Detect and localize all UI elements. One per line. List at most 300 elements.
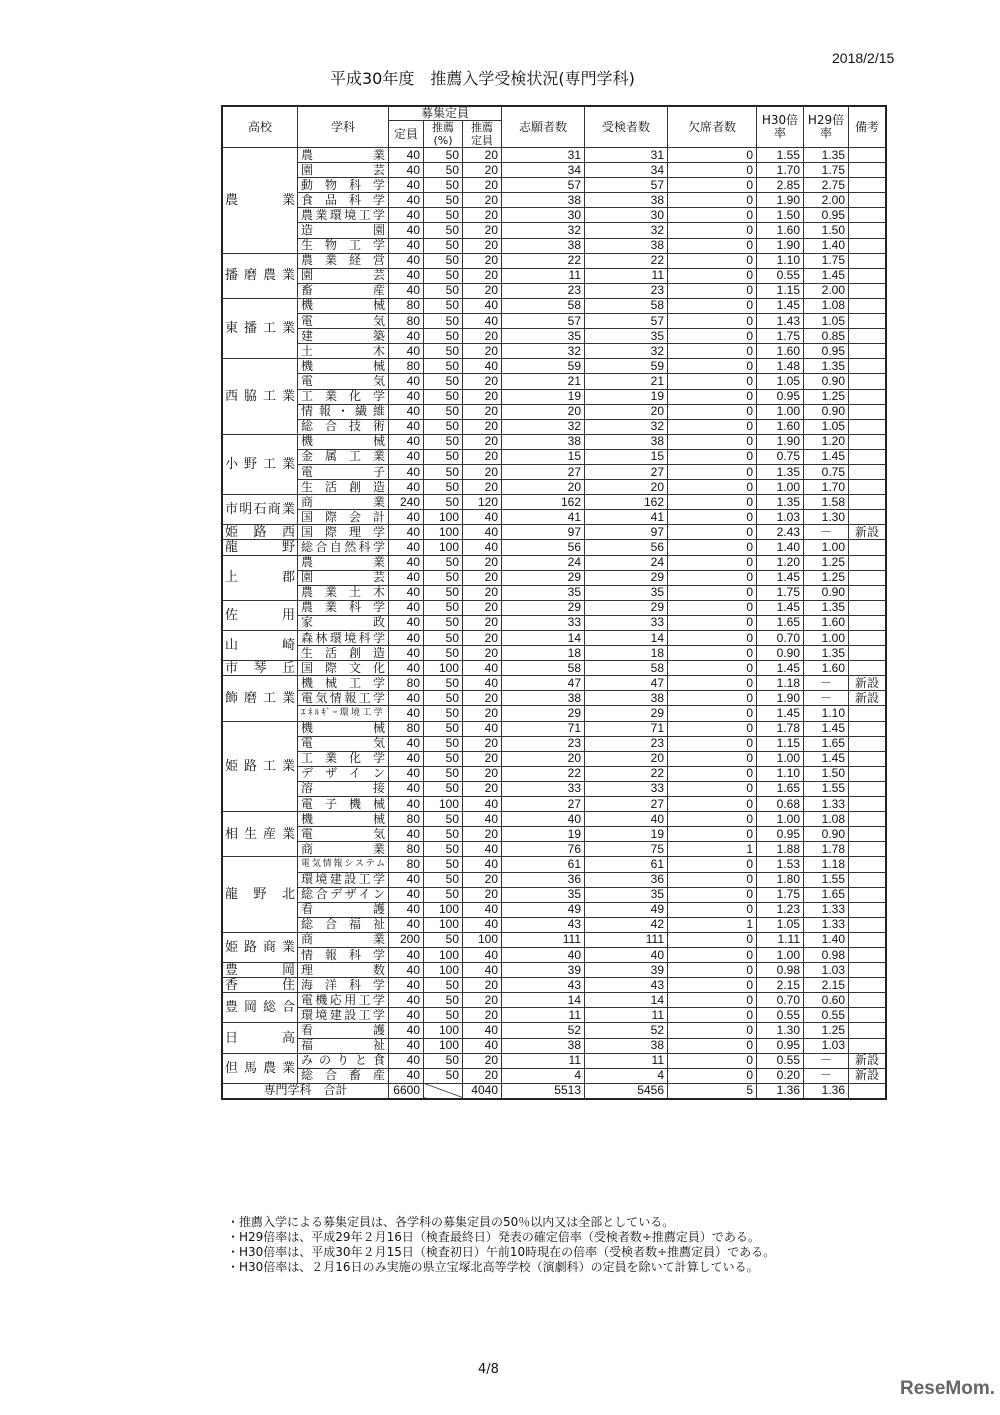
absent: 0 xyxy=(668,555,757,570)
h30-ratio: 1.45 xyxy=(757,600,804,615)
h29-ratio: 0.90 xyxy=(804,374,849,389)
h29-ratio: 1.05 xyxy=(804,419,849,434)
table-row xyxy=(222,208,886,223)
applicants: 43 xyxy=(502,917,585,932)
applicants: 59 xyxy=(502,359,585,374)
examinees: 22 xyxy=(585,766,668,781)
header-capacity: 定員 xyxy=(389,121,424,148)
rec-pct: 50 xyxy=(424,691,463,706)
h29-ratio: 1.00 xyxy=(804,631,849,646)
rec-capacity: 40 xyxy=(463,902,502,917)
capacity: 40 xyxy=(389,947,424,962)
notes: 新設 xyxy=(849,676,887,691)
applicants: 27 xyxy=(502,464,585,479)
rec-capacity: 20 xyxy=(463,781,502,796)
rec-pct: 50 xyxy=(424,766,463,781)
table-row xyxy=(222,389,886,404)
absent: 0 xyxy=(668,268,757,283)
table-row xyxy=(222,993,886,1008)
school-name: 播磨農業 xyxy=(222,253,298,298)
notes xyxy=(849,721,887,736)
examinees: 14 xyxy=(585,993,668,1008)
notes xyxy=(849,766,887,781)
total-h29: 1.36 xyxy=(804,1083,849,1099)
examinees: 11 xyxy=(585,1008,668,1023)
applicants: 29 xyxy=(502,706,585,721)
rec-capacity: 20 xyxy=(463,978,502,993)
rec-capacity: 20 xyxy=(463,600,502,615)
absent: 0 xyxy=(668,510,757,525)
header-h30: H30倍率 xyxy=(757,106,804,148)
h29-ratio: 1.18 xyxy=(804,857,849,872)
table-row xyxy=(222,736,886,751)
rec-capacity: 40 xyxy=(463,1038,502,1053)
notes xyxy=(849,917,887,932)
capacity: 80 xyxy=(389,298,424,313)
rec-pct: 50 xyxy=(424,570,463,585)
examinees: 11 xyxy=(585,268,668,283)
header-dept: 学科 xyxy=(298,106,389,148)
h30-ratio: 1.00 xyxy=(757,947,804,962)
h29-ratio: 0.60 xyxy=(804,993,849,1008)
table-row xyxy=(222,193,886,208)
capacity: 80 xyxy=(389,359,424,374)
examinees: 35 xyxy=(585,329,668,344)
dept-name: 商 業 xyxy=(298,842,389,857)
dept-name: 看 護 xyxy=(298,902,389,917)
school-name: 東播工業 xyxy=(222,298,298,358)
capacity: 80 xyxy=(389,314,424,329)
applicants: 61 xyxy=(502,857,585,872)
h29-ratio: 1.25 xyxy=(804,555,849,570)
absent: 0 xyxy=(668,736,757,751)
rec-capacity: 20 xyxy=(463,148,502,163)
notes xyxy=(849,827,887,842)
dept-name: 食品科学 xyxy=(298,193,389,208)
table-row xyxy=(222,283,886,298)
capacity: 40 xyxy=(389,751,424,766)
dept-name: 森林環境科学 xyxy=(298,631,389,646)
dept-name: 総合福祉 xyxy=(298,917,389,932)
table-row xyxy=(222,887,886,902)
h29-ratio: 1.55 xyxy=(804,872,849,887)
dept-name: 電子機械 xyxy=(298,797,389,812)
capacity: 40 xyxy=(389,646,424,661)
table-row xyxy=(222,797,886,812)
absent: 0 xyxy=(668,359,757,374)
school-name: 小野工業 xyxy=(222,434,298,494)
applicants: 14 xyxy=(502,631,585,646)
h29-ratio: 1.40 xyxy=(804,238,849,253)
applicants: 4 xyxy=(502,1068,585,1083)
dept-name: 総合技術 xyxy=(298,419,389,434)
rec-capacity: 20 xyxy=(463,238,502,253)
table-body xyxy=(222,148,886,1084)
absent: 0 xyxy=(668,374,757,389)
dept-name: 電機応用工学 xyxy=(298,993,389,1008)
dept-name: 金属工業 xyxy=(298,449,389,464)
table-row xyxy=(222,1023,886,1038)
rec-capacity: 40 xyxy=(463,857,502,872)
applicants: 34 xyxy=(502,163,585,178)
rec-pct: 50 xyxy=(424,359,463,374)
examinees: 29 xyxy=(585,600,668,615)
capacity: 240 xyxy=(389,495,424,510)
capacity: 200 xyxy=(389,932,424,947)
table-row xyxy=(222,721,886,736)
applicants: 57 xyxy=(502,178,585,193)
h30-ratio: 1.05 xyxy=(757,917,804,932)
rec-capacity: 20 xyxy=(463,646,502,661)
notes xyxy=(849,163,887,178)
capacity: 40 xyxy=(389,631,424,646)
applicants: 29 xyxy=(502,570,585,585)
dept-name: 環境建設工学 xyxy=(298,1008,389,1023)
examinees: 61 xyxy=(585,857,668,872)
notes xyxy=(849,947,887,962)
school-name: 農 業 xyxy=(222,148,298,254)
applicants: 38 xyxy=(502,691,585,706)
h29-ratio: 1.60 xyxy=(804,661,849,676)
dept-name: 農 業 xyxy=(298,555,389,570)
capacity: 40 xyxy=(389,268,424,283)
capacity: 40 xyxy=(389,615,424,630)
h30-ratio: 0.55 xyxy=(757,268,804,283)
h30-ratio: 1.60 xyxy=(757,419,804,434)
absent: 1 xyxy=(668,842,757,857)
capacity: 40 xyxy=(389,525,424,540)
h29-ratio: 1.08 xyxy=(804,812,849,827)
examinees: 27 xyxy=(585,464,668,479)
table-row xyxy=(222,631,886,646)
notes xyxy=(849,661,887,676)
examinees: 57 xyxy=(585,178,668,193)
notes xyxy=(849,495,887,510)
capacity: 40 xyxy=(389,480,424,495)
absent: 0 xyxy=(668,1068,757,1083)
dept-name: 園 芸 xyxy=(298,570,389,585)
rec-pct: 100 xyxy=(424,917,463,932)
notes xyxy=(849,842,887,857)
applicants: 71 xyxy=(502,721,585,736)
h29-ratio: 1.03 xyxy=(804,1038,849,1053)
header-rec-pct: 推薦(%) xyxy=(424,121,463,148)
examinees: 22 xyxy=(585,253,668,268)
table-row xyxy=(222,947,886,962)
h29-ratio: 2.15 xyxy=(804,978,849,993)
h30-ratio: 0.70 xyxy=(757,631,804,646)
dept-name: 情報科学 xyxy=(298,947,389,962)
applicants: 32 xyxy=(502,419,585,434)
rec-capacity: 20 xyxy=(463,555,502,570)
h29-ratio: 1.70 xyxy=(804,480,849,495)
rec-capacity: 20 xyxy=(463,872,502,887)
rec-capacity: 20 xyxy=(463,178,502,193)
capacity: 40 xyxy=(389,389,424,404)
h30-ratio: 1.45 xyxy=(757,570,804,585)
capacity: 40 xyxy=(389,329,424,344)
absent: 0 xyxy=(668,600,757,615)
rec-pct: 50 xyxy=(424,223,463,238)
h29-ratio: － xyxy=(804,525,849,540)
applicants: 24 xyxy=(502,555,585,570)
rec-capacity: 20 xyxy=(463,223,502,238)
absent: 0 xyxy=(668,781,757,796)
h30-ratio: 1.45 xyxy=(757,661,804,676)
absent: 0 xyxy=(668,314,757,329)
capacity: 80 xyxy=(389,721,424,736)
total-absent: 5 xyxy=(668,1083,757,1099)
table-row xyxy=(222,268,886,283)
header-rec-capacity: 推薦定員 xyxy=(463,121,502,148)
table-row xyxy=(222,646,886,661)
absent: 0 xyxy=(668,389,757,404)
dept-name: 国際理学 xyxy=(298,525,389,540)
rec-pct: 50 xyxy=(424,374,463,389)
absent: 0 xyxy=(668,812,757,827)
dept-name: 機械工学 xyxy=(298,676,389,691)
capacity: 40 xyxy=(389,374,424,389)
absent: 0 xyxy=(668,1008,757,1023)
table-row xyxy=(222,751,886,766)
rec-capacity: 20 xyxy=(463,268,502,283)
examinees: 97 xyxy=(585,525,668,540)
applicants: 33 xyxy=(502,781,585,796)
school-name: 香 住 xyxy=(222,978,298,993)
rec-capacity: 20 xyxy=(463,585,502,600)
examinees: 15 xyxy=(585,449,668,464)
h29-ratio: 1.45 xyxy=(804,449,849,464)
capacity: 40 xyxy=(389,917,424,932)
dept-name: 看 護 xyxy=(298,1023,389,1038)
school-name: 姫路西 xyxy=(222,525,298,540)
examinees: 21 xyxy=(585,374,668,389)
notes xyxy=(849,238,887,253)
absent: 0 xyxy=(668,751,757,766)
rec-pct: 50 xyxy=(424,283,463,298)
table-row xyxy=(222,857,886,872)
capacity: 80 xyxy=(389,812,424,827)
examinees: 19 xyxy=(585,827,668,842)
dept-name: 農業経営 xyxy=(298,253,389,268)
rec-pct: 50 xyxy=(424,555,463,570)
rec-pct: 50 xyxy=(424,208,463,223)
dept-name: 電気情報システム xyxy=(298,857,389,872)
notes xyxy=(849,540,887,555)
table-row xyxy=(222,932,886,947)
notes: 新設 xyxy=(849,525,887,540)
h29-ratio: 1.00 xyxy=(804,540,849,555)
dept-name: 生物工学 xyxy=(298,238,389,253)
dept-name: 工業化学 xyxy=(298,389,389,404)
notes xyxy=(849,374,887,389)
applicants: 52 xyxy=(502,1023,585,1038)
rec-pct: 50 xyxy=(424,887,463,902)
capacity: 40 xyxy=(389,193,424,208)
table-row xyxy=(222,314,886,329)
notes xyxy=(849,148,887,163)
applicants: 111 xyxy=(502,932,585,947)
table-row xyxy=(222,585,886,600)
examinees: 47 xyxy=(585,676,668,691)
capacity: 40 xyxy=(389,797,424,812)
h29-ratio: 1.35 xyxy=(804,646,849,661)
notes xyxy=(849,223,887,238)
examinees: 23 xyxy=(585,283,668,298)
capacity: 40 xyxy=(389,781,424,796)
rec-capacity: 20 xyxy=(463,1053,502,1068)
notes xyxy=(849,963,887,978)
h30-ratio: 0.98 xyxy=(757,963,804,978)
absent: 0 xyxy=(668,932,757,947)
table-row xyxy=(222,298,886,313)
examinees: 11 xyxy=(585,1053,668,1068)
examinees: 32 xyxy=(585,419,668,434)
examinees: 20 xyxy=(585,404,668,419)
rec-capacity: 40 xyxy=(463,540,502,555)
absent: 0 xyxy=(668,1053,757,1068)
examinees: 34 xyxy=(585,163,668,178)
examinees: 35 xyxy=(585,887,668,902)
page-number: 4/8 xyxy=(478,1362,499,1377)
total-h30: 1.36 xyxy=(757,1083,804,1099)
applicants: 38 xyxy=(502,238,585,253)
rec-pct: 50 xyxy=(424,238,463,253)
rec-pct: 50 xyxy=(424,646,463,661)
notes xyxy=(849,631,887,646)
applicants: 58 xyxy=(502,298,585,313)
examinees: 38 xyxy=(585,434,668,449)
rec-capacity: 40 xyxy=(463,676,502,691)
capacity: 80 xyxy=(389,676,424,691)
examinees: 23 xyxy=(585,736,668,751)
h29-ratio: 0.98 xyxy=(804,947,849,962)
table-row xyxy=(222,449,886,464)
h30-ratio: 1.40 xyxy=(757,540,804,555)
rec-capacity: 40 xyxy=(463,661,502,676)
notes xyxy=(849,283,887,298)
dept-name: 機 械 xyxy=(298,359,389,374)
examinees: 39 xyxy=(585,963,668,978)
school-name: 山 崎 xyxy=(222,631,298,661)
applicants: 18 xyxy=(502,646,585,661)
absent: 1 xyxy=(668,917,757,932)
rec-pct: 50 xyxy=(424,736,463,751)
h29-ratio: 1.55 xyxy=(804,781,849,796)
h29-ratio: 1.10 xyxy=(804,706,849,721)
table-row xyxy=(222,978,886,993)
applicants: 97 xyxy=(502,525,585,540)
capacity: 40 xyxy=(389,570,424,585)
absent: 0 xyxy=(668,178,757,193)
applicants: 35 xyxy=(502,329,585,344)
absent: 0 xyxy=(668,283,757,298)
examinees: 38 xyxy=(585,193,668,208)
h29-ratio: 1.78 xyxy=(804,842,849,857)
rec-pct: 50 xyxy=(424,178,463,193)
rec-capacity: 20 xyxy=(463,570,502,585)
capacity: 40 xyxy=(389,1008,424,1023)
rec-capacity: 40 xyxy=(463,917,502,932)
dept-name: 機 械 xyxy=(298,298,389,313)
applicants: 19 xyxy=(502,389,585,404)
table-row xyxy=(222,359,886,374)
table-row xyxy=(222,676,886,691)
absent: 0 xyxy=(668,329,757,344)
notes xyxy=(849,208,887,223)
absent: 0 xyxy=(668,827,757,842)
capacity: 40 xyxy=(389,585,424,600)
h30-ratio: 1.15 xyxy=(757,736,804,751)
capacity: 40 xyxy=(389,887,424,902)
document-date: 2018/2/15 xyxy=(832,50,895,66)
h30-ratio: 0.90 xyxy=(757,646,804,661)
notes xyxy=(849,857,887,872)
capacity: 40 xyxy=(389,344,424,359)
rec-pct: 50 xyxy=(424,449,463,464)
rec-pct: 50 xyxy=(424,480,463,495)
rec-pct: 50 xyxy=(424,1068,463,1083)
applicants: 76 xyxy=(502,842,585,857)
school-name: 飾磨工業 xyxy=(222,676,298,721)
h29-ratio: 1.58 xyxy=(804,495,849,510)
absent: 0 xyxy=(668,238,757,253)
h30-ratio: 1.35 xyxy=(757,464,804,479)
notes xyxy=(849,449,887,464)
notes xyxy=(849,1038,887,1053)
notes xyxy=(849,555,887,570)
examinees: 41 xyxy=(585,510,668,525)
applicants: 35 xyxy=(502,887,585,902)
dept-name: 電気情報工学 xyxy=(298,691,389,706)
rec-capacity: 20 xyxy=(463,208,502,223)
absent: 0 xyxy=(668,872,757,887)
dept-name: 園 芸 xyxy=(298,268,389,283)
footnote: ・H29倍率は、平成29年２月16日（検査最終日）発表の確定倍率（受検者数÷推薦定員）である。 xyxy=(227,1230,760,1244)
school-name: 但馬農業 xyxy=(222,1053,298,1083)
dept-name: 国際会計 xyxy=(298,510,389,525)
examinees: 38 xyxy=(585,691,668,706)
rec-pct: 50 xyxy=(424,495,463,510)
examinees: 35 xyxy=(585,585,668,600)
absent: 0 xyxy=(668,585,757,600)
dept-name: デザイン xyxy=(298,766,389,781)
rec-pct: 50 xyxy=(424,1008,463,1023)
applicants: 11 xyxy=(502,1053,585,1068)
capacity: 40 xyxy=(389,978,424,993)
resemom-logo: ReseMom. xyxy=(900,1378,996,1399)
h29-ratio: 1.45 xyxy=(804,751,849,766)
capacity: 40 xyxy=(389,510,424,525)
rec-pct: 50 xyxy=(424,978,463,993)
page-title: 平成30年度 推薦入学受検状況(専門学科) xyxy=(330,69,635,88)
table-row xyxy=(222,1053,886,1068)
dept-name: 商 業 xyxy=(298,495,389,510)
dept-name: 溶 接 xyxy=(298,781,389,796)
dept-name: 総合畜産 xyxy=(298,1068,389,1083)
capacity: 40 xyxy=(389,434,424,449)
table-row xyxy=(222,766,886,781)
h29-ratio: 0.75 xyxy=(804,464,849,479)
absent: 0 xyxy=(668,706,757,721)
absent: 0 xyxy=(668,540,757,555)
applicants: 27 xyxy=(502,797,585,812)
h30-ratio: 1.78 xyxy=(757,721,804,736)
absent: 0 xyxy=(668,298,757,313)
rec-pct: 100 xyxy=(424,540,463,555)
total-label: 専門学科 合計 xyxy=(222,1083,389,1099)
h30-ratio: 1.90 xyxy=(757,691,804,706)
